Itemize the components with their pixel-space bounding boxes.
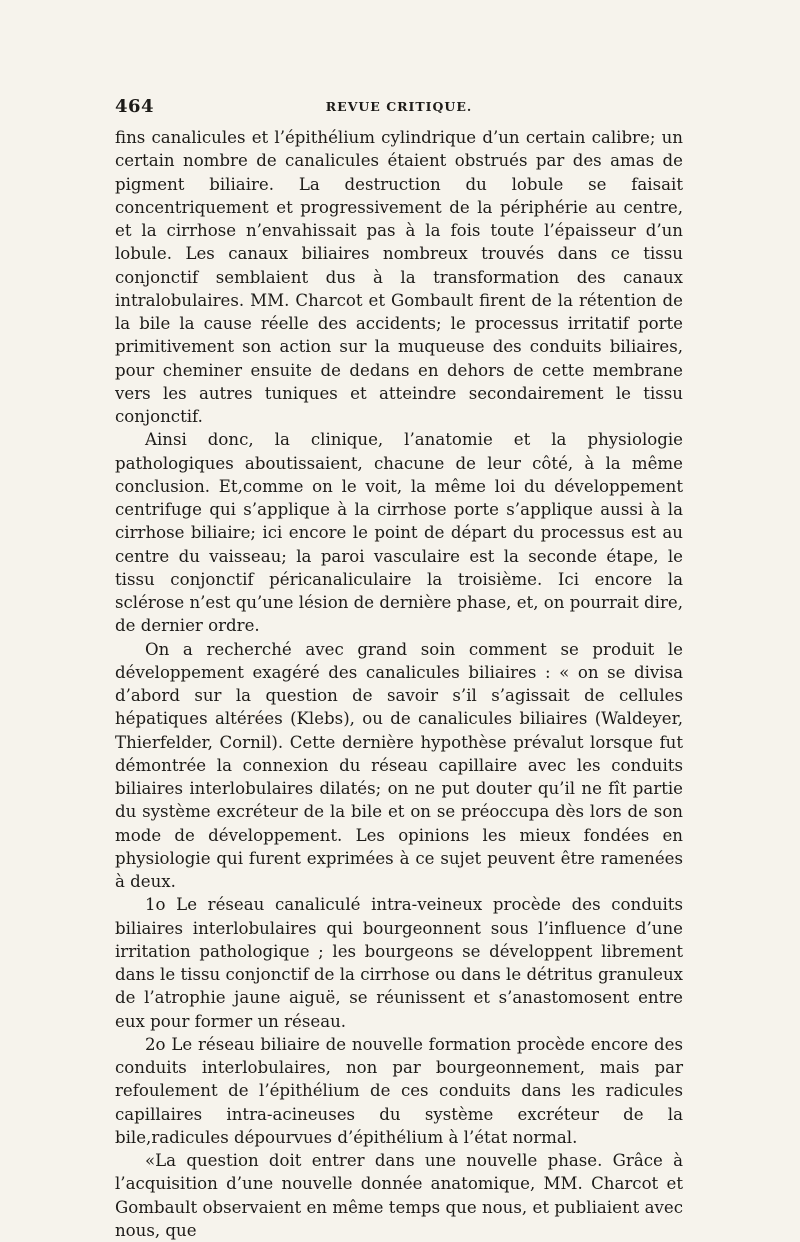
paragraph-continuation: fins canalicules et l’épithélium cylindrique d’un certain calibre; un certain nombre de canalicules étaient obstrués par des amas de pigment biliaire. La destruction du lobule se faisait concentriquement et progressivement de la périphérie au centre, et la cirrhose n’envahissait pas à la fois toute l’épaisseur d’un lobule. Les canaux biliaires nombreux trouvés dans ce tissu conjonctif semblaient dus à la transformation des canaux intralobulaires. MM. Charcot et Gombault firent de la rétention de la bile la cause réelle des accidents; le processus irritatif porte primitivement son action sur la muqueuse des conduits biliaires, pour cheminer ensuite de dedans en dehors de cette membrane vers les autres tuniques et atteindre secondairement le tissu conjonctif.: [115, 128, 683, 426]
page-header: [115, 96, 683, 120]
running-head: REVUE CRITIQUE.: [325, 99, 473, 114]
page-number: 464: [115, 96, 155, 117]
text-body: [115, 126, 683, 1242]
paragraph-quotation: «La question doit entrer dans une nouvelle phase. Grâce à l’acquisition d’une nouvelle donnée anatomique, MM. Charcot et Gombault observaient en même temps que nous, et publiaient avec nous, que: [115, 1151, 683, 1240]
paragraph-numbered-2: 2o Le réseau biliaire de nouvelle formation procède encore des conduits interlobulaires, non par bourgeonnement, mais par refoulement de l’épithélium de ces conduits dans les radicules capillaires intra-acineuses du système excréteur de la bile,radicules dépourvues d’épithélium à l’état normal.: [115, 1034, 683, 1147]
paragraph: Ainsi donc, la clinique, l’anatomie et la physiologie pathologiques aboutissaient, chacune de leur côté, à la même conclusion. Et,comme on le voit, la même loi du développement centrifuge qui s’applique à la cirrhose porte s’applique aussi à la cirrhose biliaire; ici encore le point de départ du processus est au centre du vaisseau; la paroi vasculaire est la seconde étape, le tissu conjonctif péricanaliculaire la troisième. Ici encore la sclérose n’est qu’une lésion de dernière phase, et, on pourrait dire, de dernier ordre.: [115, 430, 683, 636]
book-page: [115, 96, 683, 1240]
paragraph: On a recherché avec grand soin comment se produit le développement exagéré des canalicules biliaires : « on se divisa d’abord sur la question de savoir s’il s’agissait de cellules hépatiques altérées (Klebs), ou de canalicules biliaires (Waldeyer, Thierfelder, Cornil). Cette dernière hypothèse prévalut lorsque fut démontrée la connexion du réseau capillaire avec les conduits biliaires interlobulaires dilatés; on ne put douter qu’il ne fît partie du système excréteur de la bile et on se préoccupa dès lors de son mode de développement. Les opinions les mieux fondées en physiologie qui furent exprimées à ce sujet peuvent être ramenées à deux.: [115, 639, 683, 891]
paragraph-numbered-1: 1o Le réseau canaliculé intra-veineux procède des conduits biliaires interlobulaires qui bourgeonnent sous l’influence d’une irritation pathologique ; les bourgeons se développent librement dans le tissu conjonctif de la cirrhose ou dans le détritus granuleux de l’atrophie jaune aiguë, se réunissent et s’anastomosent entre eux pour former un réseau.: [115, 895, 683, 1031]
